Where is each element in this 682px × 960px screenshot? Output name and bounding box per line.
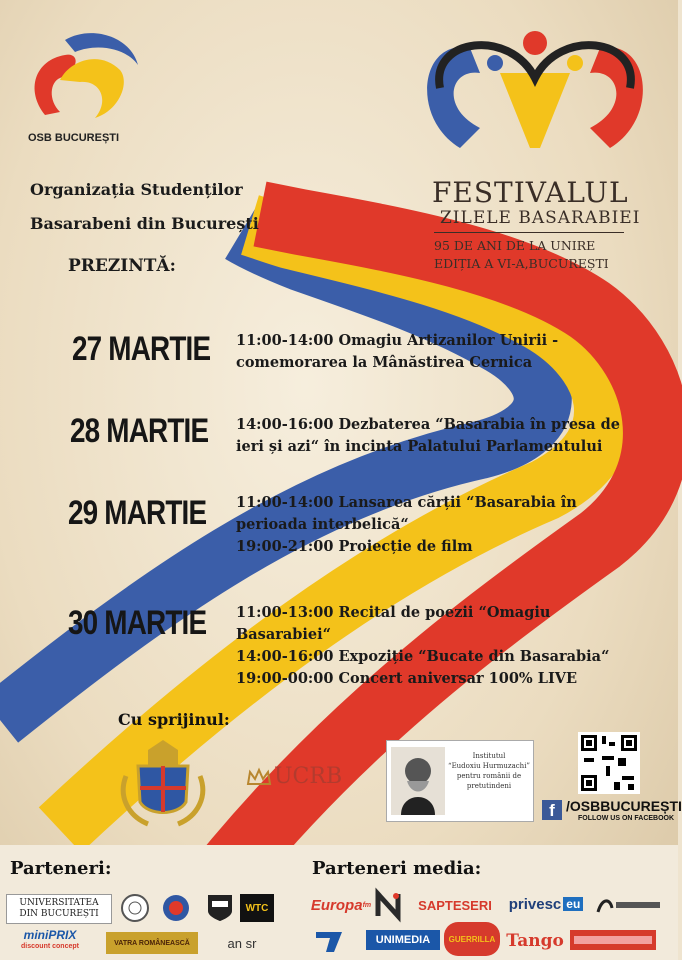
unibuc-line-2: DIN BUCUREȘTI	[19, 909, 99, 919]
miniprix-name: miniPRIX	[23, 928, 77, 942]
event-date-27: 27 MARTIE	[72, 330, 211, 368]
partner-vatra-logo: VATRA ROMÂNEASCĂ	[106, 932, 198, 954]
ucrb-logo-text: UCRB	[274, 764, 343, 789]
event-29-line-1: 11:00-14:00 Lansarea cărții “Basarabia în	[236, 494, 577, 511]
europa-fm: fm	[362, 901, 372, 909]
institute-line-2: “Eudoxiu Hurmuzachi”	[447, 762, 531, 770]
event-30-line-4: 19:00-00:00 Concert aniversar 100% LIVE	[236, 670, 578, 687]
institute-logo	[386, 740, 534, 822]
festival-emblem-icon	[410, 18, 660, 178]
event-date-29: 29 MARTIE	[68, 494, 207, 532]
media-tango-logo: Tango	[506, 931, 564, 951]
media-banner-logo-icon	[570, 930, 656, 950]
intro-line-2: Basarabeni din București	[30, 214, 259, 233]
event-29-line-2: perioada interbelică“	[236, 516, 409, 533]
festival-line-2: EDIȚIA A VI-A,BUCUREȘTI	[434, 256, 609, 271]
institute-line-1: Institutul	[472, 752, 506, 760]
partner-anosr-logo: an sr	[227, 935, 257, 951]
facebook-subtitle: FOLLOW US ON FACEBOOK	[578, 815, 675, 822]
event-28-line-2: ieri și azi“ în incinta Palatului Parlamentului	[236, 438, 603, 455]
event-27-line-2: comemorarea la Mânăstirea Cernica	[236, 354, 533, 371]
media-n-logo-icon	[374, 890, 402, 920]
event-date-28: 28 MARTIE	[70, 412, 209, 450]
partner-miniprix-logo	[8, 928, 92, 954]
miniprix-tagline: discount concept	[21, 943, 79, 950]
partner-seal-icon	[120, 893, 150, 923]
qr-code-icon[interactable]	[578, 732, 640, 794]
partner-wtc-logo: WTC	[240, 894, 274, 922]
media-privesc-logo	[502, 892, 590, 916]
institute-line-4: pretutindeni	[466, 782, 512, 790]
event-28-line-1: 14:00-16:00 Dezbaterea “Basarabia în presa de	[236, 416, 621, 433]
media-sapteseri-logo: SAPTESERI	[418, 897, 492, 913]
ucrb-crown-icon	[246, 768, 272, 788]
partners-label: Parteneri:	[10, 858, 112, 879]
facebook-icon[interactable]: f	[542, 800, 562, 820]
media-partners-label: Parteneri media:	[312, 858, 482, 879]
coat-of-arms-icon	[118, 736, 208, 828]
media-tvr-logo-icon	[312, 926, 362, 954]
event-30-line-2: Basarabiei“	[236, 626, 331, 643]
partner-badge-icon	[160, 893, 192, 923]
media-unimedia-logo: UNIMEDIA	[366, 930, 440, 950]
intro-line-1: Organizația Studenților	[30, 180, 243, 199]
festival-title: FESTIVALUL	[432, 176, 629, 209]
support-label: Cu sprijinul:	[118, 710, 230, 729]
unibuc-line-1: UNIVERSITATEA	[19, 898, 99, 908]
event-date-30: 30 MARTIE	[68, 604, 207, 642]
portrait-icon	[391, 747, 445, 815]
institute-line-3: pentru românii de	[456, 772, 522, 780]
partner-unibuc-logo	[6, 894, 112, 924]
event-30-line-3: 14:00-16:00 Expoziție “Bucate din Basarabia“	[236, 648, 610, 665]
media-guerrilla-logo: GUERRILLA	[444, 922, 500, 956]
event-27-line-1: 11:00-14:00 Omagiu Artizanilor Unirii -	[236, 332, 559, 349]
intro-presents: PREZINTĂ:	[68, 256, 176, 276]
media-europafm-logo	[312, 892, 370, 918]
event-29-line-3: 19:00-21:00 Proiecție de film	[236, 538, 473, 555]
media-curentul-logo-icon	[594, 894, 664, 916]
festival-divider	[434, 232, 624, 233]
event-30-line-1: 11:00-13:00 Recital de poezii “Omagiu	[236, 604, 551, 621]
osb-logo-text: OSB BUCUREȘTI	[28, 132, 120, 144]
europa-name: Europa	[310, 896, 363, 914]
partner-shield-icon	[206, 893, 234, 923]
osb-logo-icon	[20, 20, 150, 140]
festival-subtitle: ZILELE BASARABIEI	[440, 208, 641, 228]
facebook-handle[interactable]: /OSBBUCUREȘTI	[566, 798, 682, 814]
privesc-name: privesc	[508, 895, 562, 913]
privesc-eu: eu	[563, 897, 583, 911]
festival-line-1: 95 DE ANI DE LA UNIRE	[434, 238, 596, 253]
